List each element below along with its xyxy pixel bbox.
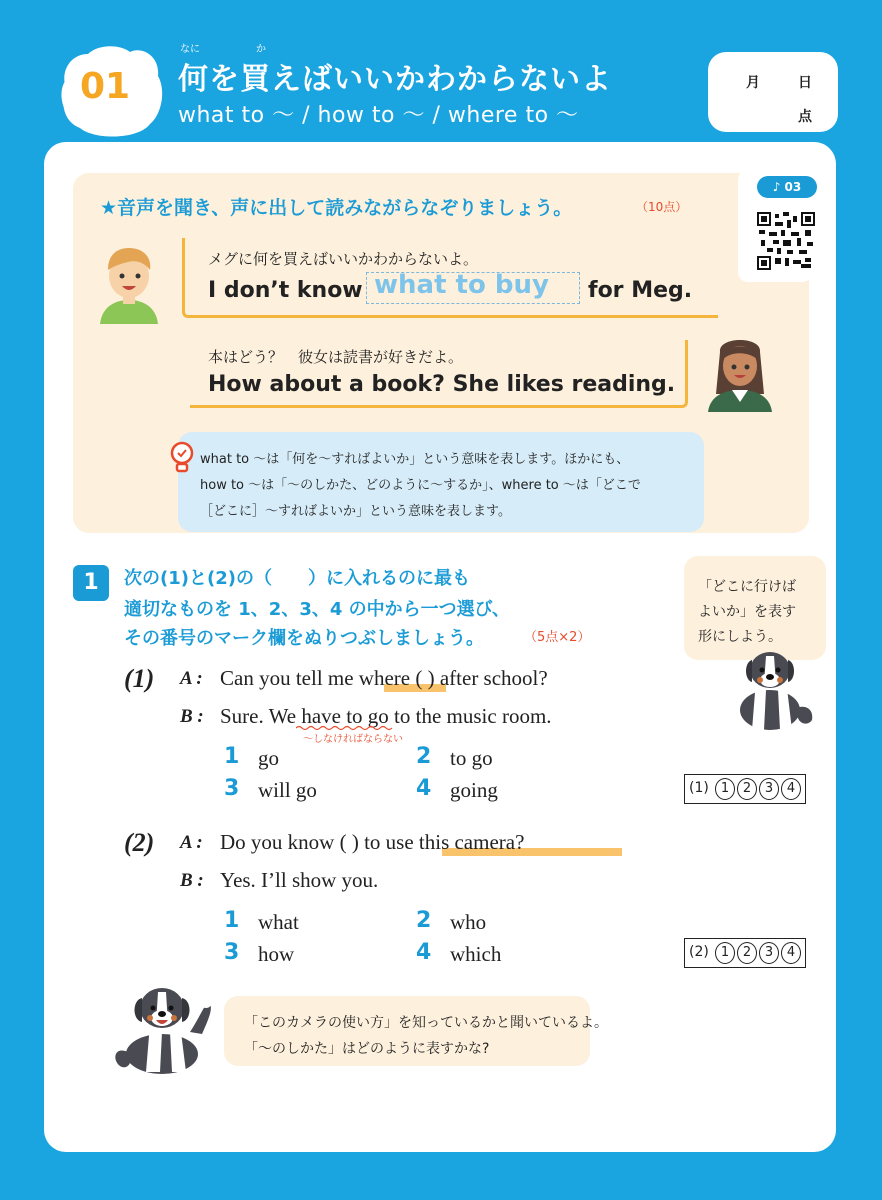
- page-header: [0, 0, 882, 150]
- exercise-number: 1: [73, 565, 109, 601]
- q2-line-a: Do you know ( ) to use this camera?: [220, 830, 525, 854]
- q2-line-b: Yes. I’ll show you.: [220, 868, 379, 892]
- instruction-line-3: その番号のマーク欄をぬりつぶしましょう。: [124, 628, 484, 649]
- title-ruby-2: か: [256, 44, 266, 55]
- answer-1-bubble-4[interactable]: 4: [781, 778, 801, 800]
- answer-grid-1: [684, 774, 806, 804]
- q1-option-3-num: 3: [224, 776, 240, 801]
- boy-avatar-icon: [98, 244, 160, 324]
- question-2-label: (2): [124, 828, 155, 857]
- lightbulb-icon: [168, 440, 196, 474]
- exercise-points: （5点×2）: [524, 630, 591, 645]
- q2-option-3-num: 3: [224, 940, 240, 965]
- instruction-line-2: 適切なものを 1、2、3、4 の中から一つ選び、: [124, 599, 510, 620]
- q1-option-4-num: 4: [416, 776, 432, 801]
- bottom-hint-line-2: 「～のしかた」はどのように表すかな?: [244, 1041, 490, 1057]
- score-label: 点: [798, 109, 812, 125]
- hint-line-1: 「どこに行けば: [698, 579, 796, 595]
- q1-option-2-num: 2: [416, 744, 432, 769]
- lesson-number: 01: [80, 66, 131, 107]
- dialog-1-en-before: I don’t know: [208, 278, 363, 303]
- trace-answer-text: what to buy: [374, 270, 549, 300]
- q2-speaker-a: A :: [180, 832, 203, 853]
- dialog-2-en: How about a book? She likes reading.: [208, 372, 676, 397]
- answer-1-bubble-1[interactable]: 1: [715, 778, 735, 800]
- qr-code-icon[interactable]: [757, 212, 815, 270]
- date-score-box: [708, 52, 838, 132]
- q1-speaker-a: A :: [180, 668, 203, 689]
- q1-option-4[interactable]: going: [450, 778, 498, 802]
- girl-avatar-icon: [706, 330, 774, 412]
- hint-line-2: よいか」を表す: [698, 604, 796, 620]
- answer-2-bubble-2[interactable]: 2: [737, 942, 757, 964]
- question-1-label: (1): [124, 664, 155, 693]
- dog-waving-icon: [110, 972, 214, 1076]
- answer-1-bubble-3[interactable]: 3: [759, 778, 779, 800]
- answer-2-bubble-3[interactable]: 3: [759, 942, 779, 964]
- dialog-2-jp: 本はどう？ 彼女は読書が好きだよ。: [208, 348, 464, 366]
- dialog-1-en-after: for Meg.: [588, 278, 693, 303]
- q2-speaker-b: B :: [180, 870, 204, 891]
- q1-speaker-b: B :: [180, 706, 204, 727]
- tip-line-3: ［どこに］～すればよいか」という意味を表します。: [200, 504, 511, 519]
- q1-option-1-num: 1: [224, 744, 240, 769]
- title-ruby-1: なに: [180, 44, 200, 55]
- practice-heading: ★音声を聞き、声に出して読みながらなぞりましょう。: [100, 197, 573, 219]
- answer-grid-1-label: (1): [689, 780, 709, 796]
- tip-line-1: what to ～は「何を～すればよいか」という意味を表します。ほかにも、: [200, 452, 630, 467]
- date-day-label: 日: [798, 75, 812, 91]
- q1-note: 〜しなければならない: [303, 734, 403, 745]
- q2-option-3[interactable]: how: [258, 942, 295, 966]
- dog-mascot-icon: [722, 640, 818, 732]
- q2-option-4-num: 4: [416, 940, 432, 965]
- q2-option-1[interactable]: what: [258, 910, 299, 934]
- q1-line-a: Can you tell me where ( ) after school?: [220, 666, 548, 690]
- q1-line-b: Sure. We have to go to the music room.: [220, 704, 552, 728]
- q2-option-4[interactable]: which: [450, 942, 502, 966]
- answer-1-bubble-2[interactable]: 2: [737, 778, 757, 800]
- tip-line-2: how to ～は「～のしかた、どのように～するか」、where to ～は「どこで: [200, 478, 641, 493]
- answer-2-bubble-4[interactable]: 4: [781, 942, 801, 964]
- q1-option-2[interactable]: to go: [450, 746, 493, 770]
- date-month-label: 月: [746, 75, 760, 91]
- dialog-1-jp: メグに何を買えばいいかわからないよ。: [208, 250, 479, 268]
- hint-line-3: 形にしよう。: [698, 629, 782, 645]
- audio-track-label[interactable]: ♪ 03: [757, 176, 817, 198]
- page-title: 何を買えばいいかわからないよ: [178, 62, 612, 97]
- answer-grid-2: [684, 938, 806, 968]
- practice-points: （10点）: [636, 200, 688, 214]
- answer-grid-2-label: (2): [689, 944, 709, 960]
- q1-option-1[interactable]: go: [258, 746, 279, 770]
- page-subtitle: what to ～ / how to ～ / where to ～: [178, 103, 579, 128]
- bottom-hint-line-1: 「このカメラの使い方」を知っているかと聞いているよ。: [244, 1015, 608, 1031]
- instruction-line-1: 次の(1)と(2)の（ ）に入れるのに最も: [124, 568, 470, 589]
- q2-option-2-num: 2: [416, 908, 432, 933]
- answer-2-bubble-1[interactable]: 1: [715, 942, 735, 964]
- q1-option-3[interactable]: will go: [258, 778, 317, 802]
- q2-option-2[interactable]: who: [450, 910, 487, 934]
- q2-option-1-num: 1: [224, 908, 240, 933]
